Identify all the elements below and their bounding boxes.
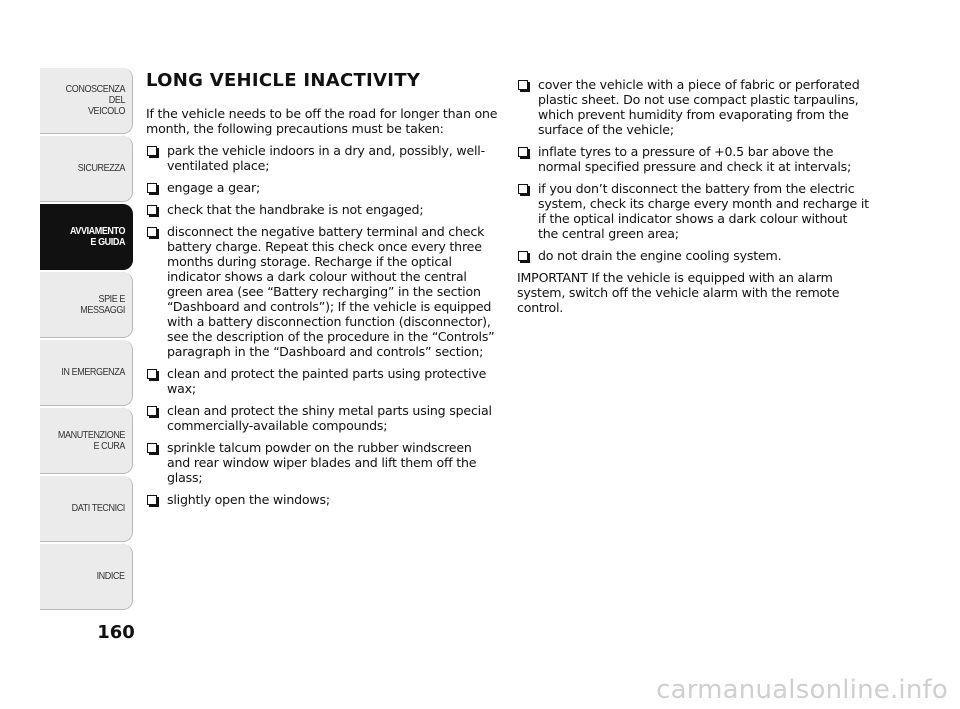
page-title: LONG VEHICLE INACTIVITY — [146, 70, 421, 91]
tab-label: AVVIAMENTO E GUIDA — [69, 224, 125, 248]
list-item: if you don’t disconnect the battery from the electric system, check its charge every month and recharge it if the optical indicator shows a dark colour without the central green area; — [517, 181, 869, 241]
important-note: IMPORTANT If the vehicle is equipped with an alarm system, switch off the vehicle alarm with the remote control. — [517, 270, 840, 315]
tab-sicurezza[interactable] — [40, 136, 133, 202]
chapter-tabs — [40, 68, 134, 612]
precautions-list-continued — [517, 77, 869, 263]
tab-label: CONOSCENZA DEL VEICOLO — [65, 83, 125, 117]
tab-indice[interactable] — [40, 544, 133, 610]
tab-avviamento-e-guida[interactable] — [40, 204, 133, 270]
tab-label: IN EMERGENZA — [61, 366, 125, 378]
list-item: engage a gear; — [146, 180, 498, 195]
tab-spie-e-messaggi[interactable] — [40, 272, 133, 338]
list-item: sprinkle talcum powder on the rubber windscreen and rear window wiper blades and lift them off the glass; — [146, 440, 498, 485]
list-item: park the vehicle indoors in a dry and, possibly, well-ventilated place; — [146, 143, 498, 173]
list-item: do not drain the engine cooling system. — [517, 248, 869, 263]
intro-paragraph: If the vehicle needs to be off the road for longer than one month, the following precautions must be taken: — [146, 106, 498, 136]
left-column — [146, 70, 498, 514]
list-item: check that the handbrake is not engaged; — [146, 202, 498, 217]
tab-label: SPIE E MESSAGGI — [80, 292, 125, 316]
tab-conoscenza-del-veicolo[interactable] — [40, 68, 133, 134]
list-item: clean and protect the shiny metal parts using special commercially-available compounds; — [146, 403, 498, 433]
tab-label: MANUTENZIONE E CURA — [57, 428, 125, 452]
list-item: cover the vehicle with a piece of fabric or perforated plastic sheet. Do not use compact plastic tarpaulins, which prevent humidity from evaporating from the surface of the vehicle; — [517, 77, 869, 137]
tab-label: DATI TECNICI — [71, 502, 125, 514]
tab-label: SICUREZZA — [77, 162, 125, 174]
tab-label: INDICE — [96, 570, 125, 582]
precautions-list — [146, 143, 498, 507]
page-number: 160 — [97, 622, 135, 643]
tab-in-emergenza[interactable] — [40, 340, 133, 406]
watermark: carmanualsonline.info — [656, 675, 948, 705]
tab-dati-tecnici[interactable] — [40, 476, 133, 542]
list-item: slightly open the windows; — [146, 492, 498, 507]
list-item: inflate tyres to a pressure of +0.5 bar above the normal specified pressure and check it at intervals; — [517, 144, 869, 174]
right-column — [517, 77, 869, 322]
list-item: disconnect the negative battery terminal and check battery charge. Repeat this check once every three months during storage. Recharge if the optical indicator shows a dark colour without the central green area (see “Battery recharging” in the section “Dashboard and controls”); If the vehicle is equipped with a battery disconnection function (disconnector), see the description of the procedure in the “Controls” paragraph in the “Dashboard and controls” section; — [146, 224, 498, 359]
tab-manutenzione-e-cura[interactable] — [40, 408, 133, 474]
list-item: clean and protect the painted parts using protective wax; — [146, 366, 498, 396]
